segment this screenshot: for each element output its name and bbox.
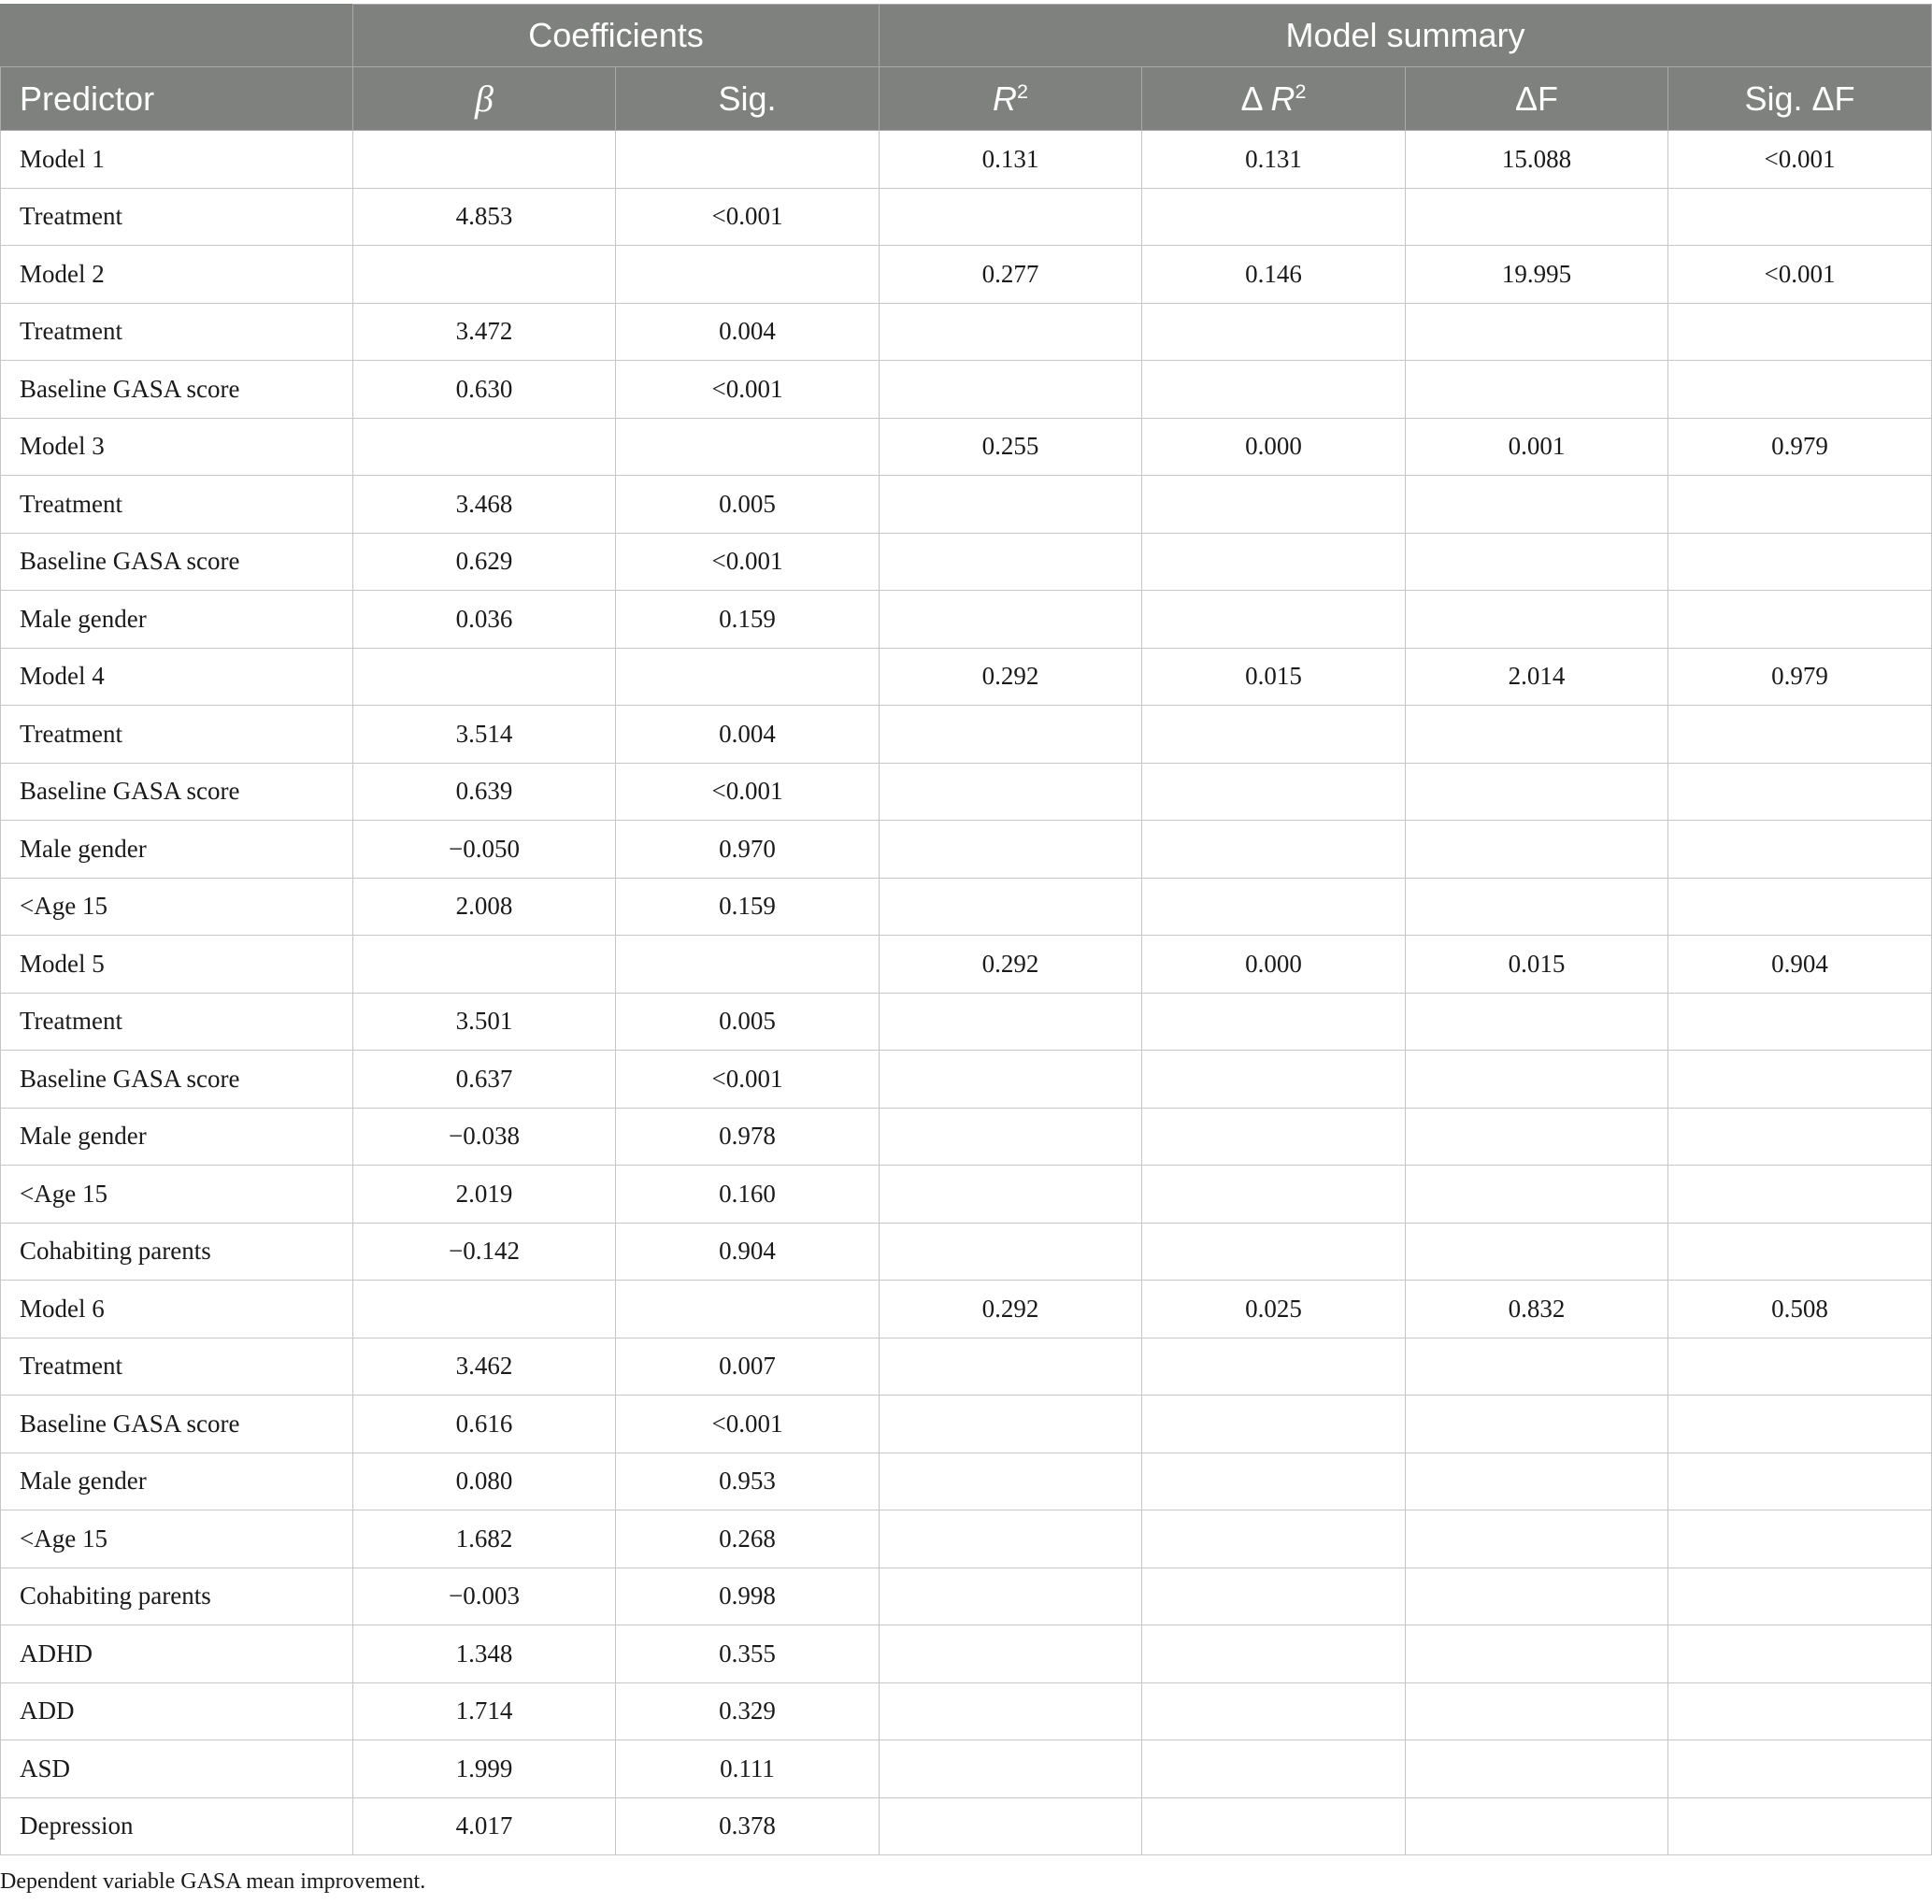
delta-r2-cell [1142,1740,1406,1798]
delta-f-cell: 15.088 [1406,131,1668,189]
beta-cell: 3.501 [353,993,616,1051]
beta-cell: 0.629 [353,533,616,591]
r2-cell [880,476,1142,534]
table-row [1,1740,1932,1798]
sig-delta-f-cell [1668,878,1932,936]
header-group-row [1,5,1932,67]
sig-delta-f-cell [1668,303,1932,361]
r2-cell [880,1108,1142,1166]
predictor-cell: <Age 15 [1,1166,353,1224]
delta-r2-cell [1142,706,1406,764]
beta-cell: 4.017 [353,1797,616,1855]
r2-cell: 0.255 [880,418,1142,476]
sig-delta-f-cell [1668,1166,1932,1224]
sig-cell: 0.111 [616,1740,880,1798]
r2-cell [880,533,1142,591]
delta-r2-cell [1142,303,1406,361]
beta-symbol: β [475,78,494,120]
predictor-cell: <Age 15 [1,1510,353,1568]
sig-cell: <0.001 [616,1396,880,1453]
predictor-cell: Depression [1,1797,353,1855]
sig-cell: 0.005 [616,476,880,534]
delta-f-cell [1406,1682,1668,1740]
r2-cell: 0.131 [880,131,1142,189]
sig-cell: 0.004 [616,706,880,764]
regression-table [0,4,1932,1855]
predictor-cell: ADHD [1,1625,353,1683]
beta-cell [353,648,616,706]
r2-cell: 0.292 [880,1281,1142,1339]
sig-cell: 0.970 [616,821,880,879]
r2-cell [880,1740,1142,1798]
beta-cell: 3.468 [353,476,616,534]
delta-f-cell [1406,303,1668,361]
beta-cell: 1.714 [353,1682,616,1740]
delta-f-cell [1406,361,1668,419]
delta-f-cell [1406,188,1668,246]
sig-cell: 0.159 [616,591,880,649]
r2-cell [880,1797,1142,1855]
r2-cell [880,1396,1142,1453]
predictor-cell: Treatment [1,303,353,361]
delta-r2-cell [1142,1797,1406,1855]
predictor-cell: Cohabiting parents [1,1568,353,1625]
sig-delta-f-cell [1668,1740,1932,1798]
sig-cell [616,936,880,994]
predictor-cell: Treatment [1,476,353,534]
sig-cell [616,246,880,304]
table-row [1,878,1932,936]
beta-cell [353,1281,616,1339]
predictor-cell: Male gender [1,1108,353,1166]
delta-r2-cell [1142,476,1406,534]
sig-cell: <0.001 [616,533,880,591]
sig-delta-f-cell [1668,361,1932,419]
beta-cell: 0.080 [353,1453,616,1510]
sig-cell [616,648,880,706]
delta-r2-cell [1142,1108,1406,1166]
delta-f-cell [1406,1510,1668,1568]
sig-delta-f-cell [1668,1453,1932,1510]
r2-cell [880,1223,1142,1281]
beta-cell: −0.142 [353,1223,616,1281]
table-row [1,533,1932,591]
predictor-cell: Treatment [1,993,353,1051]
delta-r2-cell [1142,361,1406,419]
r2-cell [880,1625,1142,1683]
delta-r2-cell: 0.000 [1142,418,1406,476]
sig-delta-f-cell [1668,1682,1932,1740]
sig-cell: <0.001 [616,188,880,246]
delta-r2-cell [1142,1051,1406,1109]
sig-cell: 0.007 [616,1338,880,1396]
r2-cell [880,188,1142,246]
delta-r2-cell [1142,878,1406,936]
beta-cell: 0.616 [353,1396,616,1453]
sig-delta-f-cell [1668,993,1932,1051]
header-group-model-summary: Model summary [880,5,1932,67]
predictor-cell: Baseline GASA score [1,1396,353,1453]
beta-cell [353,246,616,304]
delta-r2-cell: 0.146 [1142,246,1406,304]
table-row [1,648,1932,706]
delta-f-cell [1406,878,1668,936]
header-blank-cell [1,5,353,67]
delta-f-cell: 0.001 [1406,418,1668,476]
sig-cell [616,418,880,476]
delta-r2-cell [1142,533,1406,591]
sig-delta-f-cell [1668,1338,1932,1396]
delta-f-cell [1406,1453,1668,1510]
r2-cell [880,591,1142,649]
delta-f-cell [1406,1338,1668,1396]
delta-f-cell [1406,1051,1668,1109]
table-row [1,1166,1932,1224]
beta-cell: 0.630 [353,361,616,419]
table-row [1,936,1932,994]
sig-delta-f-cell: 0.979 [1668,418,1932,476]
r2-cell [880,1453,1142,1510]
beta-cell: 1.682 [353,1510,616,1568]
table-row [1,1396,1932,1453]
r2-superscript: 2 [1016,79,1028,103]
delta-r2-cell [1142,1568,1406,1625]
sig-cell: <0.001 [616,361,880,419]
sig-cell: 0.268 [616,1510,880,1568]
delta-f-cell: 0.015 [1406,936,1668,994]
sig-cell: 0.378 [616,1797,880,1855]
r2-cell [880,1051,1142,1109]
r2-cell [880,1338,1142,1396]
sig-delta-f-cell [1668,1051,1932,1109]
delta-r2-cell: 0.015 [1142,648,1406,706]
predictor-cell: Model 2 [1,246,353,304]
predictor-cell: Model 1 [1,131,353,189]
table-header [1,5,1932,131]
beta-cell: −0.050 [353,821,616,879]
beta-cell: 3.462 [353,1338,616,1396]
table-row [1,1281,1932,1339]
header-predictor: Predictor [1,67,353,131]
sig-cell: 0.904 [616,1223,880,1281]
delta-r2-cell [1142,188,1406,246]
delta-f-cell: 2.014 [1406,648,1668,706]
table-row [1,591,1932,649]
header-group-coefficients: Coefficients [353,5,880,67]
delta-f-cell [1406,1740,1668,1798]
beta-cell: 1.348 [353,1625,616,1683]
delta-f-cell [1406,706,1668,764]
beta-cell [353,418,616,476]
header-sig: Sig. [616,67,880,131]
beta-cell: 0.637 [353,1051,616,1109]
sig-cell: 0.005 [616,993,880,1051]
delta-f-cell [1406,821,1668,879]
sig-delta-f-cell [1668,1510,1932,1568]
delta-f-cell [1406,1108,1668,1166]
delta-f-cell [1406,1625,1668,1683]
table-row [1,1797,1932,1855]
header-delta-f: ΔF [1406,67,1668,131]
r2-cell [880,993,1142,1051]
table-footnote: Dependent variable GASA mean improvement. [0,1869,426,1894]
r2-cell [880,1682,1142,1740]
table-row [1,1338,1932,1396]
delta-r2-cell [1142,1453,1406,1510]
table-row [1,1510,1932,1568]
r2-cell [880,821,1142,879]
beta-cell: −0.003 [353,1568,616,1625]
header-r2 [880,67,1142,131]
delta-f-cell: 19.995 [1406,246,1668,304]
sig-delta-f-cell [1668,1625,1932,1683]
delta-f-cell [1406,1223,1668,1281]
r2-cell [880,1568,1142,1625]
table-row [1,418,1932,476]
sig-delta-f-cell [1668,1568,1932,1625]
sig-cell: 0.004 [616,303,880,361]
sig-cell: 0.998 [616,1568,880,1625]
predictor-cell: Treatment [1,188,353,246]
r2-cell [880,1166,1142,1224]
header-column-row [1,67,1932,131]
sig-delta-f-cell: 0.904 [1668,936,1932,994]
delta-r2-cell [1142,1510,1406,1568]
header-delta-r2 [1142,67,1406,131]
predictor-cell: Male gender [1,821,353,879]
table-row [1,476,1932,534]
delta-f-cell [1406,1797,1668,1855]
beta-cell: 2.019 [353,1166,616,1224]
header-beta [353,67,616,131]
predictor-cell: Baseline GASA score [1,1051,353,1109]
table-row [1,993,1932,1051]
sig-delta-f-cell [1668,533,1932,591]
predictor-cell: Baseline GASA score [1,533,353,591]
delta-r2-cell [1142,993,1406,1051]
sig-delta-f-cell: 0.979 [1668,648,1932,706]
delta-r2-cell [1142,1166,1406,1224]
sig-cell: <0.001 [616,763,880,821]
sig-cell [616,131,880,189]
regression-table-container [0,4,1931,1855]
table-row [1,821,1932,879]
sig-cell: 0.355 [616,1625,880,1683]
r2-cell [880,878,1142,936]
predictor-cell: Treatment [1,1338,353,1396]
beta-cell [353,131,616,189]
table-row [1,188,1932,246]
predictor-cell: ADD [1,1682,353,1740]
table-row [1,1223,1932,1281]
table-row [1,246,1932,304]
table-row [1,1625,1932,1683]
table-row [1,1108,1932,1166]
sig-cell: 0.159 [616,878,880,936]
sig-cell: 0.953 [616,1453,880,1510]
r2-base: R [992,79,1017,118]
delta-r2-cell [1142,1338,1406,1396]
sig-delta-f-cell [1668,188,1932,246]
sig-cell [616,1281,880,1339]
delta-f-cell [1406,1396,1668,1453]
delta-f-cell [1406,1166,1668,1224]
delta-r2-superscript: 2 [1295,79,1307,103]
delta-r2-base: R [1270,79,1295,118]
predictor-cell: Male gender [1,591,353,649]
delta-r2-cell [1142,591,1406,649]
predictor-cell: Baseline GASA score [1,361,353,419]
table-row [1,131,1932,189]
sig-delta-f-cell [1668,1396,1932,1453]
sig-cell: 0.160 [616,1166,880,1224]
predictor-cell: Model 6 [1,1281,353,1339]
sig-delta-f-cell: <0.001 [1668,131,1932,189]
predictor-cell: Model 5 [1,936,353,994]
predictor-cell: Model 3 [1,418,353,476]
delta-r2-cell [1142,763,1406,821]
beta-cell: −0.038 [353,1108,616,1166]
predictor-cell: Male gender [1,1453,353,1510]
delta-f-cell [1406,476,1668,534]
sig-delta-f-cell [1668,706,1932,764]
r2-cell: 0.292 [880,936,1142,994]
sig-delta-f-cell [1668,476,1932,534]
table-row [1,1453,1932,1510]
predictor-cell: <Age 15 [1,878,353,936]
sig-cell: 0.978 [616,1108,880,1166]
sig-delta-f-cell [1668,1223,1932,1281]
delta-f-cell [1406,533,1668,591]
predictor-cell: Baseline GASA score [1,763,353,821]
beta-cell: 3.472 [353,303,616,361]
predictor-cell: Treatment [1,706,353,764]
beta-cell [353,936,616,994]
delta-r2-cell: 0.000 [1142,936,1406,994]
beta-cell: 3.514 [353,706,616,764]
beta-cell: 0.036 [353,591,616,649]
table-row [1,706,1932,764]
sig-delta-f-cell [1668,821,1932,879]
beta-cell: 0.639 [353,763,616,821]
delta-f-cell [1406,591,1668,649]
r2-cell [880,706,1142,764]
r2-cell [880,361,1142,419]
r2-cell [880,303,1142,361]
sig-delta-f-cell [1668,1108,1932,1166]
sig-cell: 0.329 [616,1682,880,1740]
delta-r2-cell: 0.025 [1142,1281,1406,1339]
sig-cell: <0.001 [616,1051,880,1109]
delta-r2-cell: 0.131 [1142,131,1406,189]
r2-cell [880,763,1142,821]
sig-delta-f-cell [1668,1797,1932,1855]
delta-r2-cell [1142,1625,1406,1683]
table-row [1,763,1932,821]
sig-delta-f-cell: 0.508 [1668,1281,1932,1339]
table-body [1,131,1932,1855]
sig-delta-f-cell [1668,591,1932,649]
delta-f-cell [1406,993,1668,1051]
sig-delta-f-cell [1668,763,1932,821]
r2-cell [880,1510,1142,1568]
table-row [1,1568,1932,1625]
beta-cell: 4.853 [353,188,616,246]
table-row [1,303,1932,361]
r2-cell: 0.292 [880,648,1142,706]
delta-r2-cell [1142,1396,1406,1453]
delta-r2-prefix: Δ [1240,79,1271,118]
header-sig-delta-f: Sig. ΔF [1668,67,1932,131]
predictor-cell: Cohabiting parents [1,1223,353,1281]
delta-r2-cell [1142,1682,1406,1740]
delta-f-cell [1406,763,1668,821]
beta-cell: 2.008 [353,878,616,936]
delta-r2-cell [1142,821,1406,879]
predictor-cell: Model 4 [1,648,353,706]
table-row [1,1682,1932,1740]
r2-cell: 0.277 [880,246,1142,304]
predictor-cell: ASD [1,1740,353,1798]
beta-cell: 1.999 [353,1740,616,1798]
table-row [1,1051,1932,1109]
delta-f-cell: 0.832 [1406,1281,1668,1339]
sig-delta-f-cell: <0.001 [1668,246,1932,304]
table-row [1,361,1932,419]
delta-f-cell [1406,1568,1668,1625]
delta-r2-cell [1142,1223,1406,1281]
